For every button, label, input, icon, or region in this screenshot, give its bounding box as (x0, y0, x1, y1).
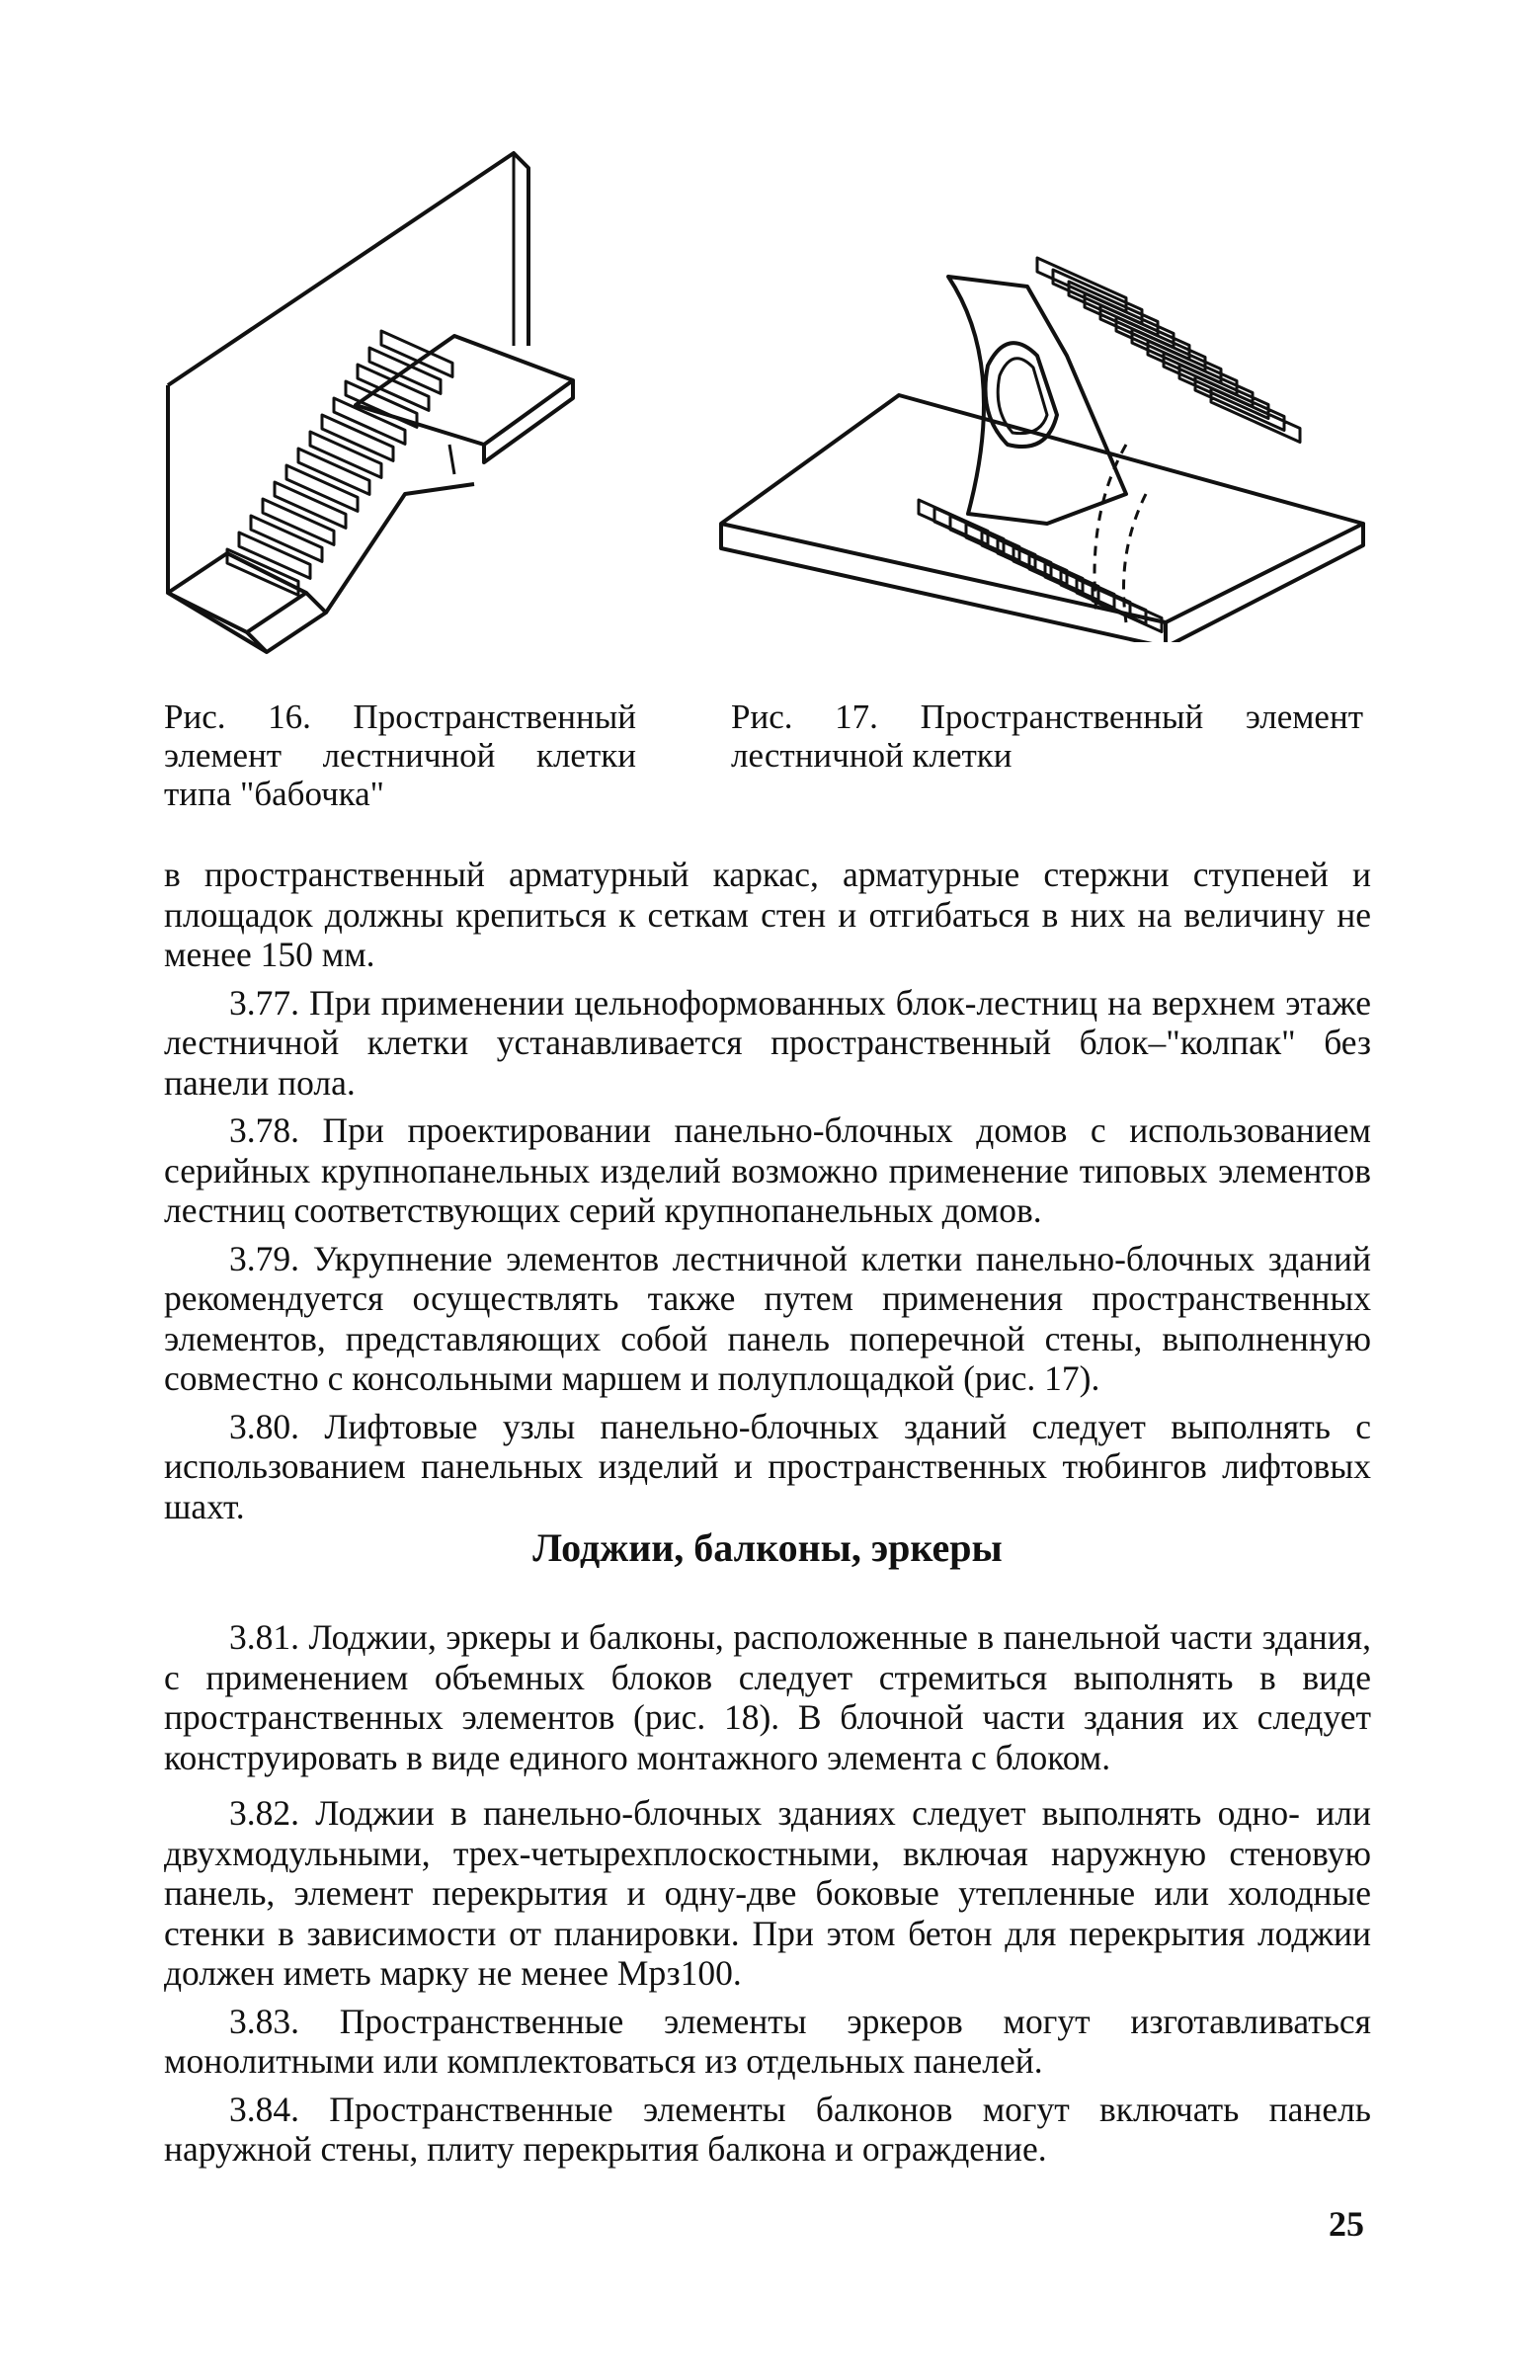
body-text-upper (164, 855, 1371, 1534)
paragraph-continuation: в пространственный арматурный каркас, арматурные стержни ступеней и площадок должны крепиться к сеткам стен и отгибаться в них на величину не менее 150 мм. (164, 855, 1371, 974)
paragraph-3-83: 3.83. Пространственные элементы эркеров могут изготавливаться монолитными или комплектоваться из отдельных панелей. (164, 2001, 1371, 2081)
paragraph-3-84: 3.84. Пространственные элементы балконов могут включать панель наружной стены, плиту перекрытия балкона и ограждение. (164, 2089, 1371, 2169)
paragraph-3-81: 3.81. Лоджии, эркеры и балконы, расположенные в панельной части здания, с применением объемных блоков следует стремиться выполнять в виде пространственных элементов (рис. 18). В блочной части здания их следует конструировать в виде единого монтажного элемента с блоком. (164, 1617, 1371, 1777)
section-heading: Лоджии, балконы, эркеры (532, 1525, 1003, 1570)
paragraph-3-79: 3.79. Укрупнение элементов лестничной клетки панельно-блочных зданий рекомендуется осуществлять также путем применения пространственных элементов, представляющих собой панель поперечной стены, выполненную совместно с консольными маршем и полуплощадкой (рис. 17). (164, 1238, 1371, 1398)
body-text-lower (164, 1617, 1371, 2177)
stair-steps (1037, 258, 1300, 443)
figure-16-drawing (158, 148, 652, 662)
paragraph-3-82: 3.82. Лоджии в панельно-блочных зданиях следует выполнять одно- или двухмодульными, трех-четырехплоскостными, включая наружную стеновую панель, элемент перекрытия и одну-две боковые утепленные или холодные стенки в зависимости от планировки. При этом бетон для перекрытия лоджии должен иметь марку не менее Мрз100. (164, 1793, 1371, 1993)
stair-steps (227, 331, 452, 595)
paragraph-3-78: 3.78. При проектировании панельно-блочных домов с использованием серийных крупнопанельных изделий возможно применение типовых элементов лестниц соответствующих серий крупнопанельных домов. (164, 1110, 1371, 1230)
figure-17-caption: Рис. 17. Пространственный элемент лестничной клетки (731, 698, 1363, 775)
figure-17-drawing (711, 198, 1383, 642)
paragraph-3-80: 3.80. Лифтовые узлы панельно-блочных зданий следует выполнять с использованием панельных изделий и пространственных тюбингов лифтовых шахт. (164, 1406, 1371, 1526)
figure-16-caption: Рис. 16. Пространственный элемент лестничной клетки типа "бабочка" (164, 698, 636, 813)
page-number: 25 (1329, 2204, 1364, 2244)
paragraph-3-77: 3.77. При применении цельноформованных блок-лестниц на верхнем этаже лестничной клетки устанавливается пространственный блок–"колпак" без панели пола. (164, 982, 1371, 1103)
